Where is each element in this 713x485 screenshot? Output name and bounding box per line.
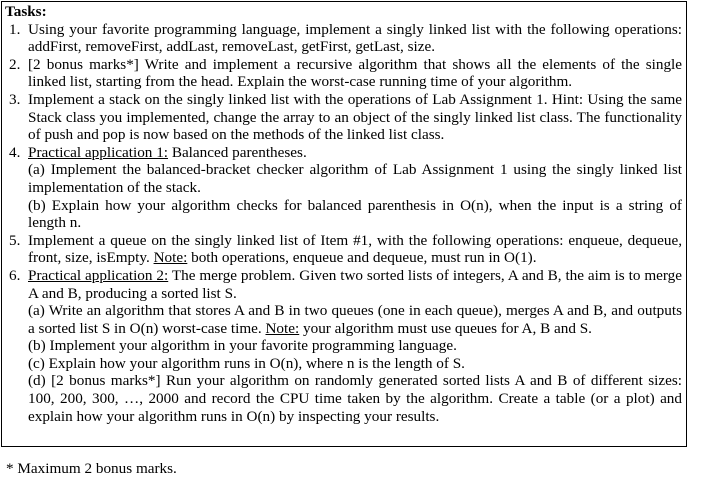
practical-application-label: Practical application 1: bbox=[28, 143, 169, 161]
task-number: 6. bbox=[9, 266, 21, 284]
task-item-6 bbox=[5, 267, 682, 425]
task-text: Balanced parentheses. bbox=[168, 143, 307, 161]
task-item-3 bbox=[5, 91, 682, 144]
task-item-1 bbox=[5, 21, 682, 56]
task-number: 3. bbox=[9, 90, 21, 108]
task-item-5 bbox=[5, 232, 682, 267]
subtask-b: (b) Implement your algorithm in your favorite programming language. bbox=[28, 337, 457, 355]
note-label: Note: bbox=[153, 249, 188, 267]
note-label: Note: bbox=[265, 319, 300, 337]
task-item-2 bbox=[5, 56, 682, 91]
task-text: Using your favorite programming language, implement a singly linked list with the following operations: addFirst, removeFirst, addLast, removeLast, getFirst, getLast, size. bbox=[28, 20, 682, 56]
tasks-heading: Tasks: bbox=[5, 3, 47, 20]
subtask-b: (b) Explain how your algorithm checks for balanced parenthesis in O(n), when the input is a string of length n. bbox=[28, 196, 682, 232]
task-item-4 bbox=[5, 144, 682, 232]
subtask-c: (c) Explain how your algorithm runs in O(n), where n is the length of S. bbox=[28, 354, 465, 372]
task-number: 1. bbox=[9, 20, 21, 38]
task-text: Implement a stack on the singly linked list with the operations of Lab Assignment 1. Hint: Using the same Stack class you implemented, change the array to an object of the singly linked list class. The functionality of push and pop is now based on the methods of the linked list class. bbox=[28, 90, 682, 144]
subtask-a bbox=[28, 302, 682, 337]
task-number: 4. bbox=[9, 143, 21, 161]
subtask-a-text: (a) Write an algorithm that stores A and B in two queues (one in each queue), merges A and B, and outputs a sorted list S in O(n) worst-case time. bbox=[28, 302, 682, 337]
task-text-continued: both operations, enqueue and dequeue, must run in O(1). bbox=[187, 249, 537, 267]
task-text: Implement a queue on the singly linked list of Item #1, with the following operations: enqueue, dequeue, front, size, isEmpty. bbox=[28, 231, 682, 267]
task-number: 5. bbox=[9, 231, 21, 249]
tasks-box bbox=[1, 1, 687, 447]
task-text: [2 bonus marks*] Write and implement a recursive algorithm that shows all the elements of the single linked list, starting from the head. Explain the worst-case running time of your algorithm. bbox=[28, 55, 682, 91]
subtask-d: (d) [2 bonus marks*] Run your algorithm on randomly generated sorted lists A and B of different sizes: 100, 200, 300, …, 2000 and record the CPU time taken by the algorithm. Create a table (or a plot) and explain how your algorithm runs in O(n) by inspecting your results. bbox=[28, 372, 682, 425]
task-text: The merge problem. Given two sorted lists of integers, A and B, the aim is to merge A and B, producing a sorted list S. bbox=[28, 266, 682, 302]
footnote: * Maximum 2 bonus marks. bbox=[6, 460, 177, 477]
task-number: 2. bbox=[9, 55, 21, 73]
subtask-a: (a) Implement the balanced-bracket checker algorithm of Lab Assignment 1 using the singly linked list implementation of the stack. bbox=[28, 161, 682, 196]
subtask-a-text-continued: your algorithm must use queues for A, B and S. bbox=[299, 319, 592, 337]
tasks-list bbox=[5, 21, 682, 426]
practical-application-label: Practical application 2: bbox=[28, 266, 169, 284]
